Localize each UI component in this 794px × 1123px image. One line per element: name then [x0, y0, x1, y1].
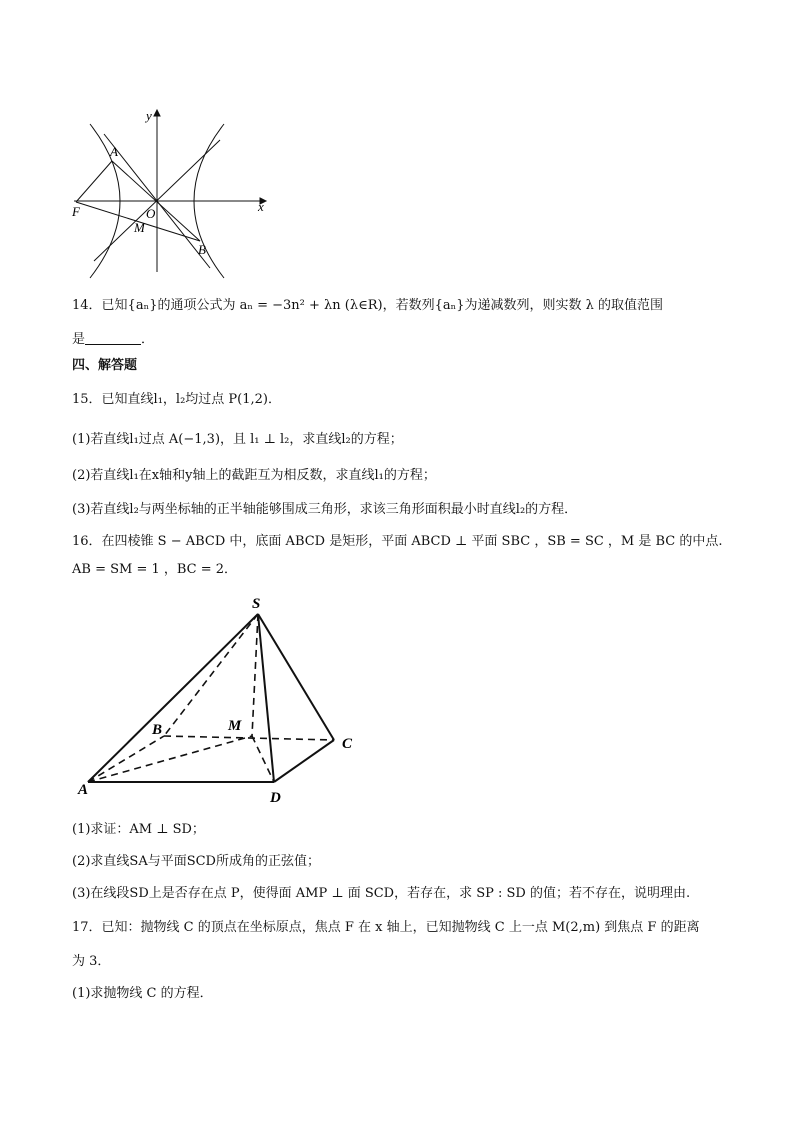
label-M: M — [134, 220, 145, 235]
q14-line1: 14．已知{aₙ}的通项公式为 aₙ = −3n² + λn (λ∈R)，若数列{aₙ}为递减数列，则实数 λ 的取值范围 — [72, 298, 663, 313]
edge-SC — [258, 614, 334, 740]
edge-SD — [258, 614, 274, 782]
q15-part2: (2)若直线l₁在x轴和y轴上的截距互为相反数，求直线l₁的方程； — [72, 468, 436, 483]
q14-prefix: 是 — [72, 332, 86, 347]
q14-suffix: ． — [141, 332, 155, 347]
answer-blank[interactable] — [85, 330, 141, 345]
label-D: D — [270, 790, 281, 806]
q15-stem: 15．已知直线l₁，l₂均过点 P(1,2)． — [72, 392, 281, 407]
q16-part1: (1)求证：AM ⊥ SD； — [72, 822, 205, 837]
label-S: S — [252, 596, 261, 612]
edge-SM — [252, 614, 258, 736]
label-F: F — [72, 204, 80, 219]
q15-part1: (1)若直线l₁过点 A(−1,3)，且 l₁ ⊥ l₂，求直线l₂的方程； — [72, 432, 403, 447]
q16-part3: (3)在线段SD上是否存在点 P，使得面 AMP ⊥ 面 SCD，若存在，求 SP : SD 的值；若不存在，说明理由. — [72, 886, 691, 901]
edge-AB — [88, 736, 164, 782]
label-A: A — [110, 144, 118, 159]
q16-given: AB = SM = 1 ，BC = 2． — [72, 562, 238, 577]
edge-DC — [274, 740, 334, 782]
hyperbola-figure — [60, 104, 280, 280]
q15-part3: (3)若直线l₂与两坐标轴的正半轴能够围成三角形，求该三角形面积最小时直线l₂的方程． — [72, 502, 578, 517]
label-x: x — [258, 199, 264, 214]
section-title: 四、解答题 — [72, 358, 138, 373]
q17-part1: (1)求抛物线 C 的方程． — [72, 986, 213, 1001]
q16-stem: 16．在四棱锥 S − ABCD 中，底面 ABCD 是矩形，平面 ABCD ⊥ 平面 SBC ，SB = SC ，M 是 BC 的中点. — [72, 534, 723, 549]
q14-line2 — [72, 330, 154, 350]
label-B: B — [198, 242, 206, 257]
edge-SA — [88, 614, 258, 782]
pyramid-figure — [72, 592, 372, 810]
label-B: B — [152, 722, 163, 738]
label-O: O — [146, 206, 156, 221]
label-A: A — [78, 782, 89, 798]
q16-part2: (2)求直线SA与平面SCD所成角的正弦值； — [72, 854, 320, 869]
segment-FA — [76, 161, 112, 202]
edge-BC — [164, 736, 334, 740]
q17-stem: 17．已知：抛物线 C 的顶点在坐标原点，焦点 F 在 x 轴上，已知抛物线 C 上一点 M(2,m) 到焦点 F 的距离 — [72, 920, 700, 935]
edge-SB — [164, 614, 258, 736]
label-C: C — [342, 736, 353, 752]
label-y: y — [146, 108, 152, 123]
y-axis-arrow — [154, 110, 160, 116]
label-M: M — [228, 718, 242, 734]
q17-stem-cont: 为 3． — [72, 954, 111, 969]
